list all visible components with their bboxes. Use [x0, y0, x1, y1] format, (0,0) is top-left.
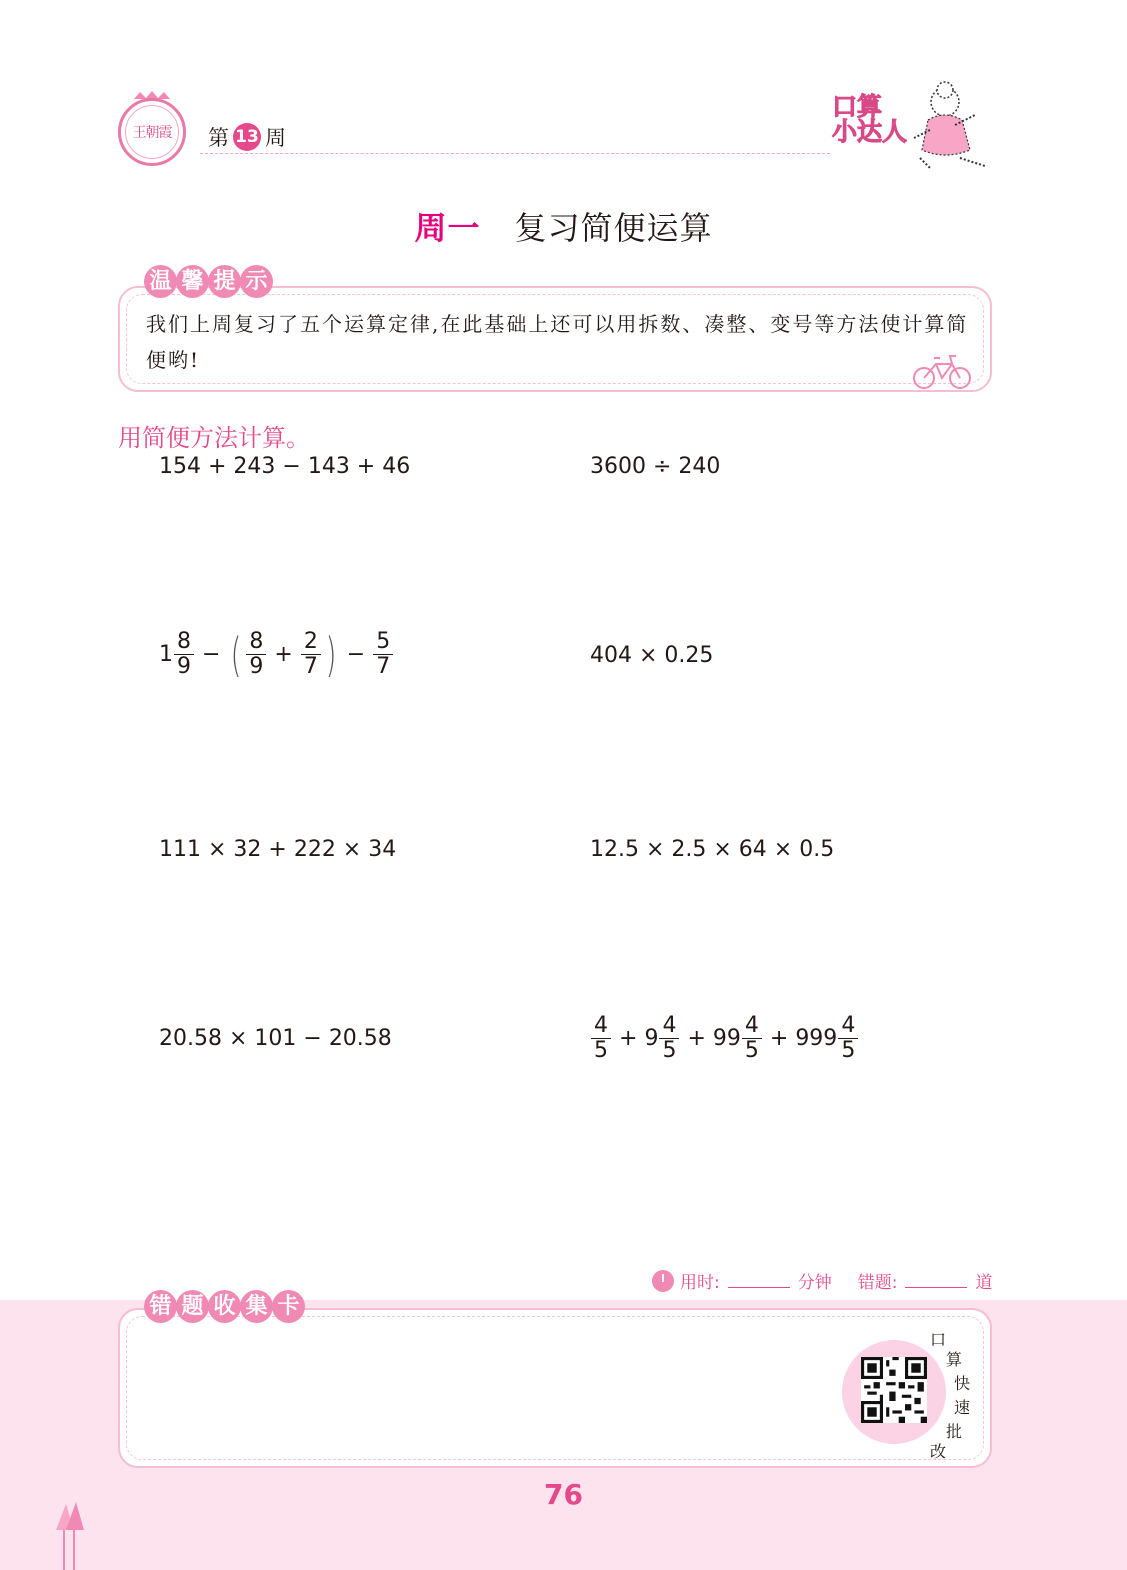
fraction: $\frac{4}{5}$ [591, 1014, 611, 1063]
arrow-up-icon [52, 1500, 92, 1570]
error-card-heading [144, 1290, 304, 1323]
page-number: 76 [544, 1478, 583, 1511]
week-suffix: 周 [265, 126, 286, 150]
tip-pill: 温 [144, 265, 177, 298]
fraction: $\frac{8}{9}$ [174, 630, 194, 679]
qr-char: 速 [954, 1398, 971, 1417]
card-pill: 错 [144, 1290, 177, 1323]
fraction: $\frac{2}{7}$ [301, 630, 321, 679]
problem-8: $\frac{4}{5}$ + 9 $\frac{4}{5}$ + 99 $\frac{4}{5}$ + 999 $\frac{4}{5}$ [590, 1014, 859, 1063]
instruction: 用简便方法计算。 [118, 424, 310, 452]
mascot-girl-icon [900, 80, 1000, 170]
time-blank[interactable] [728, 1273, 790, 1288]
tip-text: 我们上周复习了五个运算定律,在此基础上还可以用拆数、凑整、变号等方法使计算简便哟! [146, 312, 969, 372]
bicycle-icon [912, 352, 972, 390]
fraction: $\frac{5}{7}$ [373, 630, 393, 679]
time-unit: 分钟 [797, 1273, 832, 1293]
qr-code-icon[interactable] [861, 1357, 927, 1423]
page-title [0, 203, 1127, 249]
problem-2: 3600 ÷ 240 [590, 454, 721, 479]
brand-line-2: 小达人 [832, 117, 908, 146]
card-pill: 卡 [272, 1290, 305, 1323]
problem-5: 111 × 32 + 222 × 34 [159, 837, 397, 862]
logo-text: 王朝霞 [125, 105, 179, 159]
publisher-logo [118, 98, 186, 166]
mixed-whole: 1 [159, 642, 173, 667]
week-label [208, 122, 286, 152]
fraction: $\frac{4}{5}$ [838, 1014, 858, 1063]
header-divider [200, 153, 830, 154]
card-pill: 收 [208, 1290, 241, 1323]
error-label: 错题: [857, 1273, 898, 1293]
card-pill: 集 [240, 1290, 273, 1323]
tip-pill: 示 [240, 265, 273, 298]
qr-char: 口 [930, 1330, 947, 1349]
fraction: $\frac{8}{9}$ [246, 630, 266, 679]
title-topic: 复习简便运算 [514, 209, 713, 247]
brand-line-1: 口算 [832, 92, 883, 121]
week-prefix: 第 [208, 126, 229, 150]
clock-icon [652, 1270, 674, 1292]
card-pill: 题 [176, 1290, 209, 1323]
problem-3: 1 $\frac{8}{9}$ − ( $\frac{8}{9}$ + $\frac{2}{7}$ ) − $\frac{5}{7}$ [159, 630, 394, 679]
error-blank[interactable] [905, 1273, 967, 1288]
problem-4: 404 × 0.25 [590, 643, 714, 668]
problem-1: 154 + 243 − 143 + 46 [159, 454, 411, 479]
qr-char: 批 [946, 1422, 963, 1441]
title-day: 周一 [414, 209, 481, 247]
tip-pill: 提 [208, 265, 241, 298]
fraction: $\frac{4}{5}$ [659, 1014, 679, 1063]
time-label: 用时: [680, 1273, 720, 1293]
week-number-badge: 13 [233, 123, 261, 151]
error-unit: 道 [975, 1273, 993, 1293]
fraction: $\frac{4}{5}$ [742, 1014, 762, 1063]
problem-7: 20.58 × 101 − 20.58 [159, 1026, 392, 1051]
qr-char: 算 [946, 1350, 963, 1369]
time-error-row [652, 1268, 992, 1293]
tip-heading [144, 265, 272, 298]
qr-char: 快 [954, 1374, 971, 1393]
brand-logo [832, 94, 907, 144]
tip-pill: 馨 [176, 265, 209, 298]
problem-6: 12.5 × 2.5 × 64 × 0.5 [590, 837, 835, 862]
qr-char: 改 [930, 1442, 947, 1461]
